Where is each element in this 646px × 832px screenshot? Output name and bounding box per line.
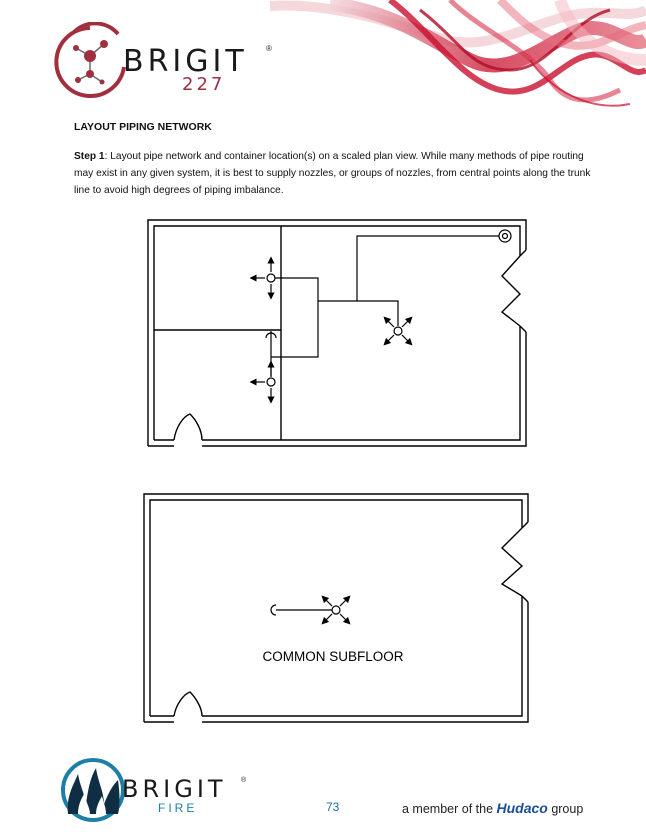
section-heading: LAYOUT PIPING NETWORK: [74, 121, 212, 133]
page-number: 73: [326, 800, 340, 814]
nozzle-icon: [267, 274, 275, 282]
member-prefix: a member of the: [402, 802, 497, 816]
upper-piping-network: [266, 236, 500, 377]
common-subfloor-label: COMMON SUBFLOOR: [262, 649, 404, 664]
step-label: Step 1: [74, 151, 105, 162]
red-smoke-graphic: [270, 0, 646, 120]
nozzle-icon: [267, 378, 275, 386]
upper-floor-plan: [148, 220, 526, 446]
nozzle-icon: [332, 606, 340, 614]
lower-piping: [271, 605, 332, 615]
brand-registered-mark: ®: [266, 44, 272, 53]
brand-name: BRIGIT: [123, 44, 248, 79]
nozzle-icon: [394, 327, 402, 335]
step-text: : Layout pipe network and container location(s) on a scaled plan view. While many methods of pipe routing may exist in any given system, it is best to supply nozzles, or groups of nozzles, from central points along the trunk line to avoid high degrees of piping imbalance.: [74, 151, 591, 196]
step-paragraph: [74, 148, 604, 199]
member-suffix: group: [547, 802, 584, 816]
hudaco-name: Hudaco: [496, 800, 548, 816]
member-statement: [402, 800, 583, 816]
footer-brand-sub: FIRE: [158, 801, 198, 815]
piping-plan-diagrams: [140, 216, 532, 726]
footer-registered-mark: ®: [241, 777, 247, 784]
container-icon: [499, 230, 511, 242]
footer-brand-name: BRIGIT: [122, 775, 227, 803]
brand-model-number: 227: [182, 74, 226, 95]
